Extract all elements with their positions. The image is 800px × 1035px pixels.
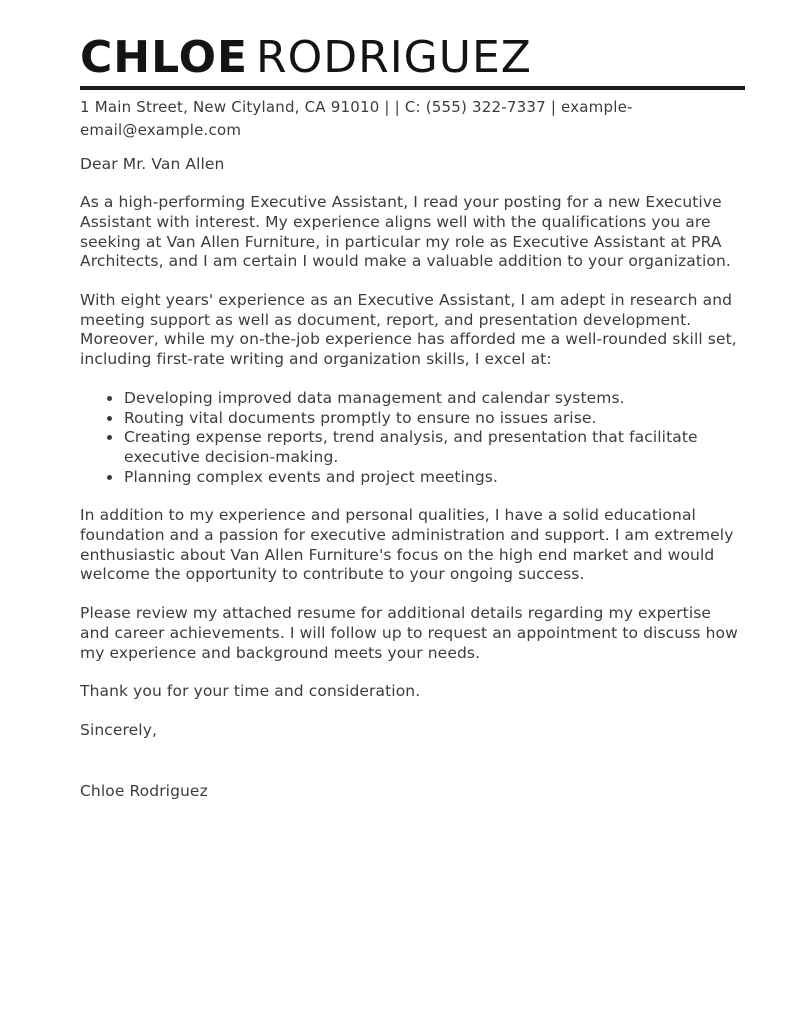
greeting: Dear Mr. Van Allen — [80, 154, 225, 173]
header-divider — [80, 86, 745, 90]
bullet-item: • Routing vital documents promptly to ensure no issues arise. — [123, 409, 745, 429]
thanks-line: Thank you for your time and consideration. — [80, 682, 421, 701]
paragraph-education: In addition to my experience and personal qualities, I have a solid educational foundation and a passion for executive administration and support. I am extremely enthusiastic about Van Allen Furniture's focus on the high end market and would welcome the opportunity to contribute to your ongoing success. — [80, 506, 734, 584]
paragraph-followup: Please review my attached resume for additional details regarding my expertise and career achievements. I will follow up to request an appointment to discuss how my experience and background meets your needs. — [80, 604, 738, 662]
bullet-item: • Developing improved data management and calendar systems. — [123, 389, 745, 409]
bullet-item: • Planning complex events and project meetings. — [123, 468, 745, 488]
closing-line: Sincerely, — [80, 720, 158, 739]
skills-bullet-list — [80, 389, 745, 488]
letter-body — [80, 155, 745, 802]
bullet-item: • Creating expense reports, trend analysis, and presentation that facilitate executive decision-making. — [123, 428, 745, 467]
contact-line-1: 1 Main Street, New Cityland, CA 91010 | | C: (555) 322-7337 | example- — [80, 97, 633, 116]
contact-line-2: email@example.com — [80, 120, 242, 139]
contact-info — [80, 96, 745, 142]
candidate-first-name: CHLOE — [80, 32, 249, 83]
candidate-name — [80, 34, 745, 82]
candidate-last-name: RODRIGUEZ — [256, 32, 532, 83]
paragraph-intro: As a high-performing Executive Assistant, I read your posting for a new Executive Assistant with interest. My experience aligns well with the qualifications you are seeking at Van Allen Furniture, in particular my role as Executive Assistant at PRA Architects, and I am certain I would make a valuable addition to your organization. — [80, 193, 731, 271]
letter-header — [80, 34, 745, 142]
paragraph-experience: With eight years' experience as an Executive Assistant, I am adept in research and meeting support as well as document, report, and presentation development. Moreover, while my on-the-job experience has afforded me a well-rounded skill set, including first-rate writing and organization skills, I excel at: — [80, 291, 737, 369]
signature-name: Chloe Rodriguez — [80, 781, 208, 800]
